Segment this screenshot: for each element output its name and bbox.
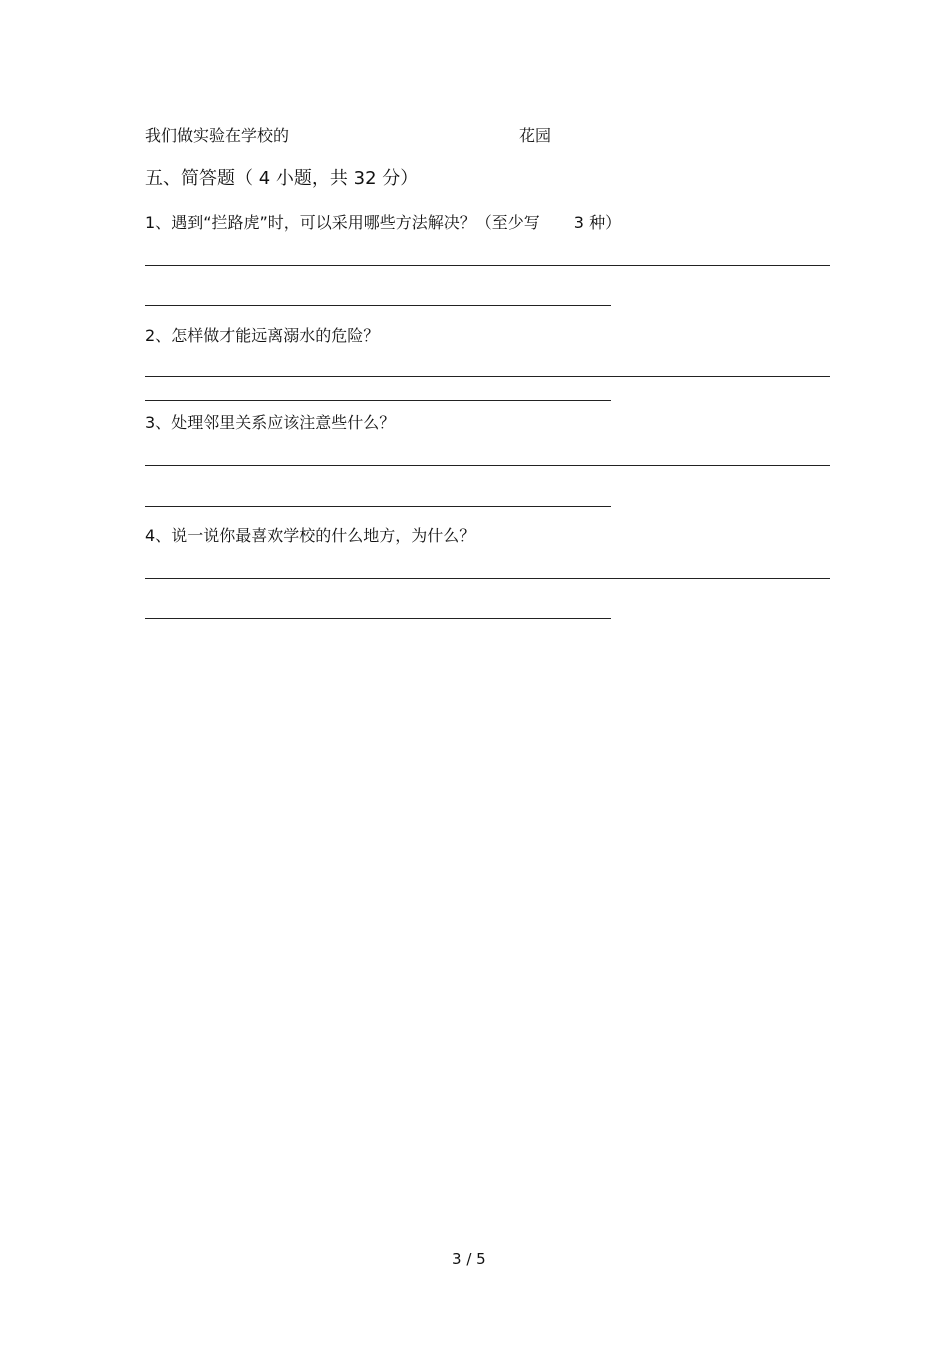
question-text: 怎样做才能远离溺水的危险？ bbox=[171, 326, 380, 345]
answer-line bbox=[145, 578, 830, 579]
answer-line bbox=[145, 305, 611, 306]
question-number: 2、 bbox=[145, 326, 172, 345]
question-text: 遇到“拦路虎”时，可以采用哪些方法解决？（至少写 bbox=[171, 213, 540, 232]
section-title-prefix: 五、简答题（ bbox=[145, 168, 253, 189]
total-points: 32 bbox=[353, 168, 377, 189]
question-2 bbox=[145, 326, 379, 346]
question-text: 处理邻里关系应该注意些什么？ bbox=[171, 413, 396, 432]
question-number: 3、 bbox=[145, 413, 172, 432]
answer-line bbox=[145, 506, 611, 507]
question-number: 4、 bbox=[145, 526, 172, 545]
question-3 bbox=[145, 413, 395, 433]
current-page: 3 bbox=[452, 1250, 462, 1268]
answer-line bbox=[145, 465, 830, 466]
section-title-suffix: 分） bbox=[382, 168, 419, 189]
page-separator: / bbox=[466, 1250, 472, 1268]
question-tail-number: 3 bbox=[573, 213, 584, 232]
answer-text-left: 我们做实验在学校的 bbox=[145, 126, 290, 145]
question-1 bbox=[145, 213, 621, 233]
section-title bbox=[145, 168, 418, 190]
answer-text-right: 花园 bbox=[519, 126, 552, 145]
answer-line bbox=[145, 618, 611, 619]
answer-line bbox=[145, 265, 830, 266]
question-tail-text: 种） bbox=[589, 213, 622, 232]
question-number: 1、 bbox=[145, 213, 172, 232]
section-title-mid: 小题，共 bbox=[275, 168, 348, 189]
total-pages: 5 bbox=[476, 1250, 486, 1268]
question-text: 说一说你最喜欢学校的什么地方，为什么？ bbox=[171, 526, 476, 545]
page-number bbox=[452, 1250, 486, 1268]
question-count: 4 bbox=[258, 168, 271, 189]
answer-line bbox=[145, 400, 611, 401]
question-4 bbox=[145, 526, 475, 546]
answer-line bbox=[145, 376, 830, 377]
